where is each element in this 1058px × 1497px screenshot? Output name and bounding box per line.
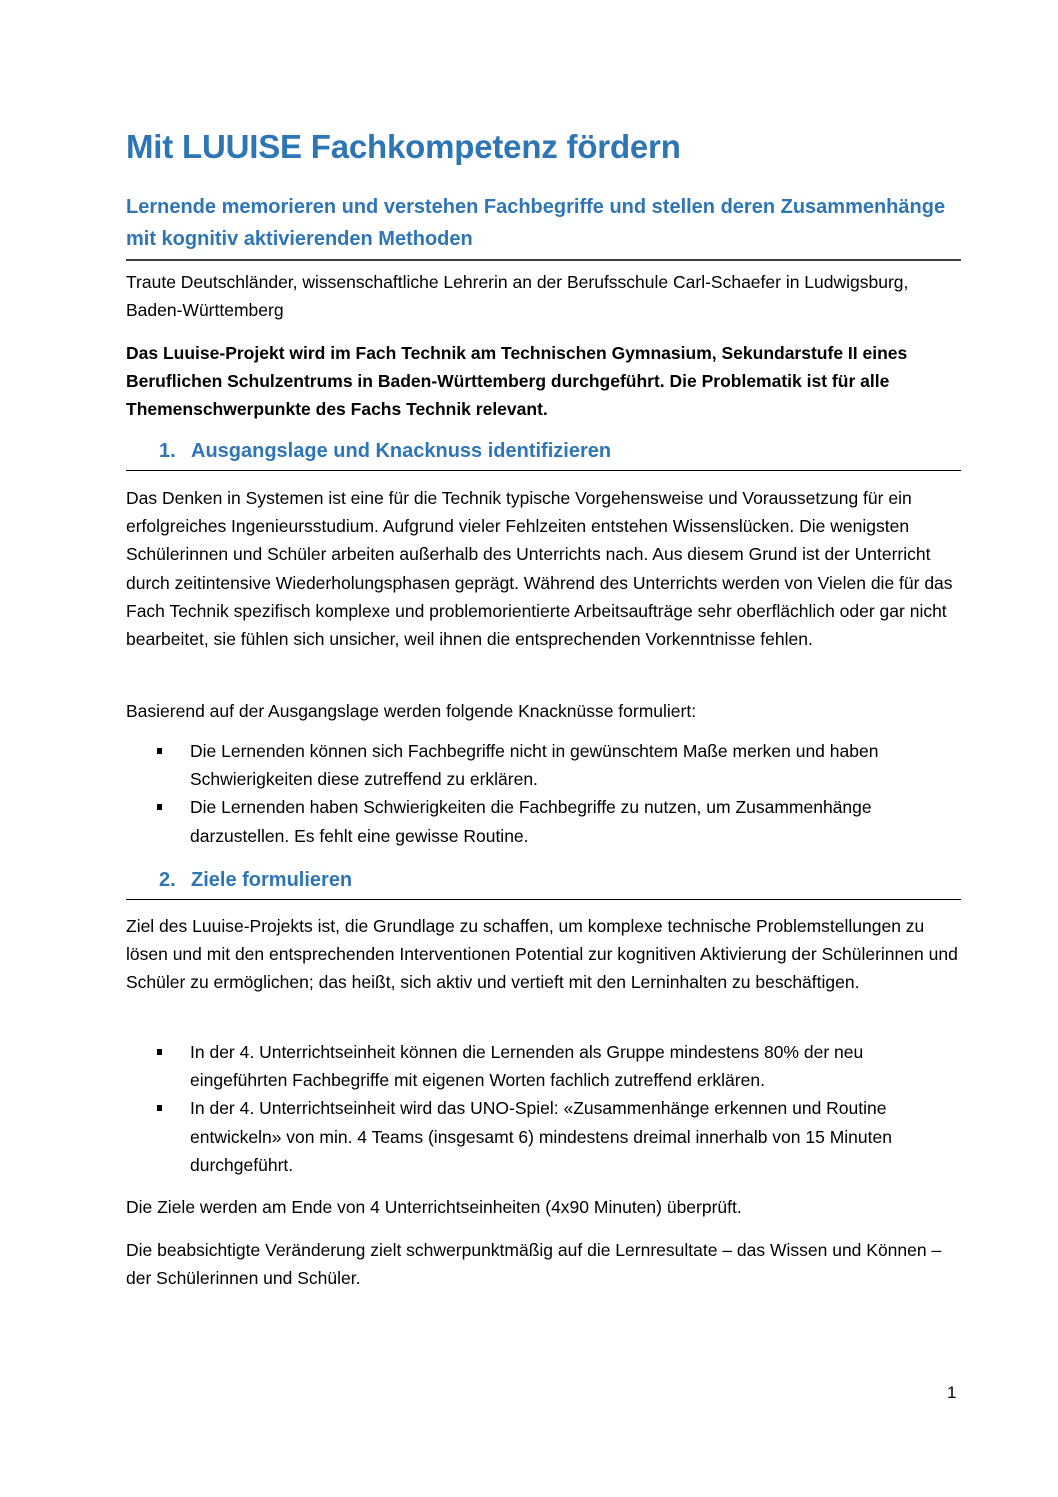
evaluation-paragraph: Die Ziele werden am Ende von 4 Unterrichtseinheiten (4x90 Minuten) überprüft. <box>126 1197 742 1217</box>
focus-paragraph: Die beabsichtigte Veränderung zielt schwerpunktmäßig auf die Lernresultate – das Wissen und Können – der Schülerinnen und Schüler. <box>126 1240 942 1289</box>
document-title: Mit LUUISE Fachkompetenz fördern <box>126 128 681 165</box>
section-2-heading <box>126 866 961 900</box>
bullet-square-icon <box>157 1049 162 1055</box>
section-2-number: 2. <box>159 869 176 891</box>
bullet-square-icon <box>157 748 162 754</box>
bullet-square-icon <box>157 1105 162 1111</box>
intro-paragraph: Das Luuise-Projekt wird im Fach Technik am Technischen Gymnasium, Sekundarstufe II eines Beruflichen Schulzentrums in Baden-Württemberg durchgeführt. Die Problematik ist für alle Themenschwerpunkte des Fachs Technik relevant. <box>126 343 908 420</box>
bullet-square-icon <box>157 804 162 810</box>
section-1-heading <box>126 437 961 471</box>
section-1-number: 1. <box>159 440 176 462</box>
list-item: Die Lernenden können sich Fachbegriffe nicht in gewünschtem Maße merken und haben Schwierigkeiten diese zutreffend zu erklären. <box>126 737 961 793</box>
section-2-title: Ziele formulieren <box>191 869 353 891</box>
document-subtitle: Lernende memorieren und verstehen Fachbegriffe und stellen deren Zusammenhänge mit kognitiv aktivierenden Methoden <box>126 191 961 261</box>
section-1-paragraph: Das Denken in Systemen ist eine für die Technik typische Vorgehensweise und Voraussetzung für ein erfolgreiches Ingenieursstudium. Aufgrund vieler Fehlzeiten entstehen Wissenslücken. Die wenigsten Schülerinnen und Schüler arbeiten außerhalb des Unterrichts nach. Aus diesem Grund ist der Unterricht durch zeitintensive Wiederholungsphasen geprägt. Während des Unterrichts werden von Vielen die für das Fach Technik spezifisch komplexe und problemorientierte Arbeitsaufträge sehr oberflächlich oder gar nicht bearbeitet, sie fühlen sich unsicher, weil ihnen die entsprechenden Vorkenntnisse fehlen. <box>126 488 953 650</box>
list-item: In der 4. Unterrichtseinheit wird das UNO-Spiel: «Zusammenhänge erkennen und Routine entwickeln» von min. 4 Teams (insgesamt 6) mindestens dreimal innerhalb von 15 Minuten durchgeführt. <box>126 1094 961 1179</box>
section-1-title: Ausgangslage und Knacknuss identifizieren <box>191 440 612 462</box>
author-line: Traute Deutschländer, wissenschaftliche Lehrerin an der Berufsschule Carl-Schaefer in Ludwigsburg, Baden-Württemberg <box>126 272 909 321</box>
goals-list <box>126 1038 961 1179</box>
list-item: In der 4. Unterrichtseinheit können die Lernenden als Gruppe mindestens 80% der neu eingeführten Fachbegriffe mit eigenen Worten fachlich zutreffend erklären. <box>126 1038 961 1094</box>
section-1-lead-in: Basierend auf der Ausgangslage werden folgende Knacknüsse formuliert: <box>126 701 697 721</box>
section-2-paragraph: Ziel des Luuise-Projekts ist, die Grundlage zu schaffen, um komplexe technische Problemstellungen zu lösen und mit den entsprechenden Interventionen Potential zur kognitiven Aktivierung der Schülerinnen und Schüler zu ermöglichen; das heißt, sich aktiv und vertieft mit den Lerninhalten zu beschäftigen. <box>126 916 958 993</box>
list-item: Die Lernenden haben Schwierigkeiten die Fachbegriffe zu nutzen, um Zusammenhänge darzustellen. Es fehlt eine gewisse Routine. <box>126 793 961 849</box>
knacknuss-list <box>126 737 961 850</box>
page-number: 1 <box>947 1383 957 1402</box>
